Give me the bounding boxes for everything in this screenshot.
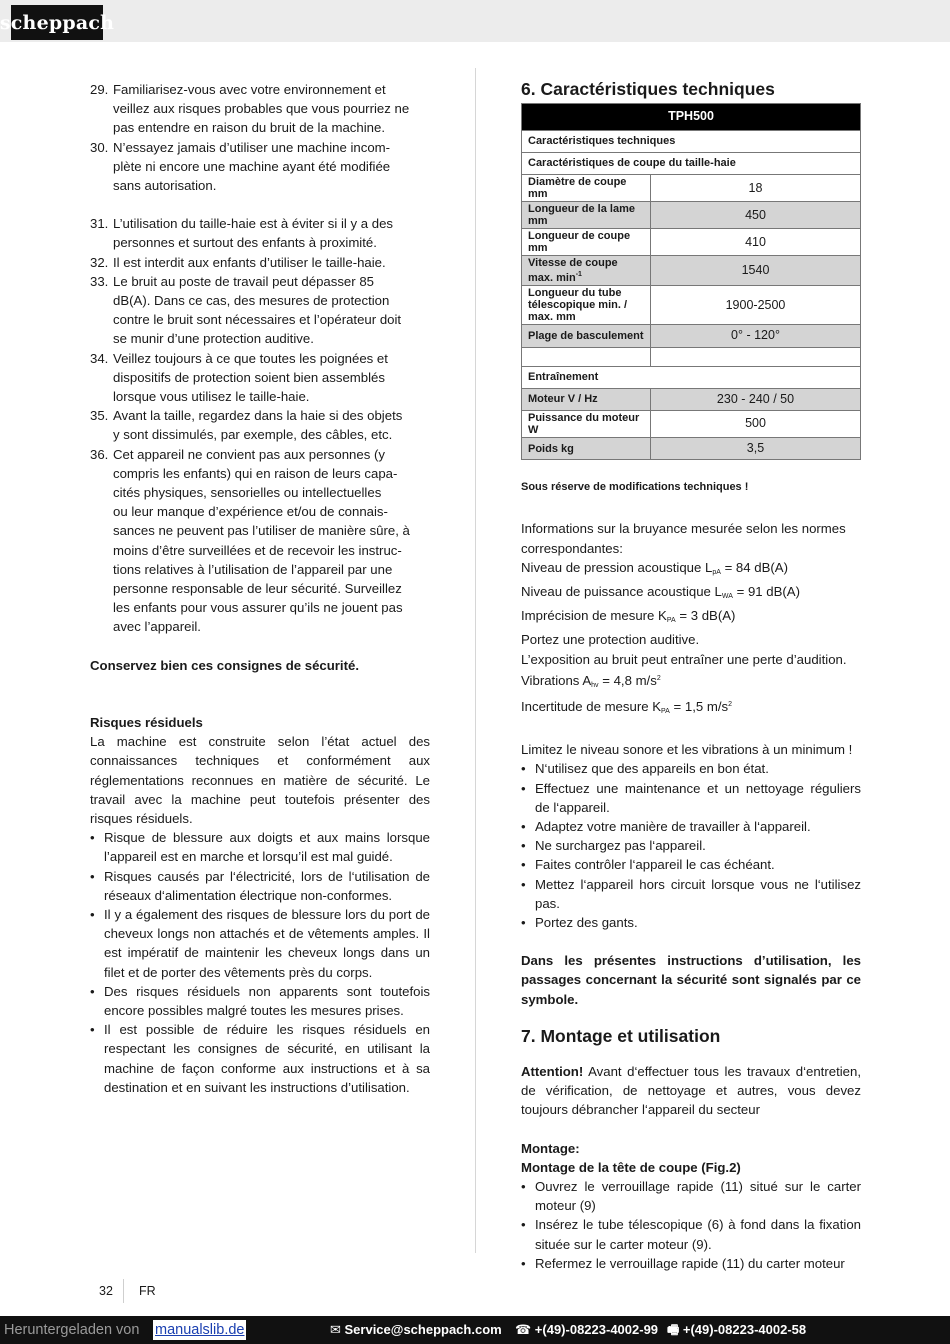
residual-risks-intro: La machine est construite selon l’état actuel des connaissances techniques et conformément aux réglementations reconnues en matière de sécurité. Le travail avec la machine peut toutefois présenter des risques résiduels. bbox=[90, 734, 430, 826]
language-code: FR bbox=[139, 1284, 156, 1298]
numbered-item bbox=[90, 214, 430, 252]
item-line: L’utilisation du taille-haie est à éviter si il y a des bbox=[113, 216, 394, 232]
numbered-item bbox=[90, 80, 430, 138]
item-line: cités physiques, sensorielles ou intellectuelles bbox=[113, 485, 382, 501]
limit-title: Limitez le niveau sonore et les vibrations à un minimum ! bbox=[521, 742, 853, 758]
table-row: Longueur de la lame mm 450 bbox=[522, 202, 861, 229]
item-line: moins d’être surveillées et de recevoir les instruc- bbox=[113, 542, 402, 558]
montage-subtitle: Montage de la tête de coupe (Fig.2) bbox=[521, 1159, 741, 1175]
item-number: 30. bbox=[90, 139, 109, 155]
table-row: Moteur V / Hz 230 - 240 / 50 bbox=[522, 388, 861, 410]
service-email[interactable]: ✉ Service@scheppach.com bbox=[330, 1322, 502, 1337]
limit-list bbox=[521, 759, 861, 932]
item-line: compris les enfants) qui en raison de leurs capa- bbox=[113, 465, 398, 481]
download-bar bbox=[0, 1316, 950, 1344]
item-line: se munir d’une protection auditive. bbox=[113, 331, 314, 347]
reserve-note: Sous réserve de modifications techniques ! bbox=[521, 481, 749, 494]
list-item: • Risques causés par l‘électricité, lors de l‘utilisation de réseaux d‘alimentation électrique non-conformes. bbox=[90, 867, 430, 905]
keep-instructions: Conservez bien ces consignes de sécurité. bbox=[90, 657, 359, 673]
list-item: • Effectuez une maintenance et un nettoyage réguliers de l‘appareil. bbox=[521, 779, 861, 817]
noise-intro: Informations sur la bruyance mesurée selon les normes correspondantes: bbox=[521, 521, 846, 556]
item-line: y sont dissimulés, par exemple, des câbles, etc. bbox=[113, 427, 393, 443]
table-section-label: Caractéristiques techniques bbox=[522, 131, 861, 153]
left-column bbox=[90, 80, 430, 1097]
item-line: Veillez toujours à ce que toutes les poignées et bbox=[113, 350, 388, 366]
table-row: Poids kg 3,5 bbox=[522, 438, 861, 460]
column-divider bbox=[475, 68, 476, 1253]
list-item: • Adaptez votre manière de travailler à l‘appareil. bbox=[521, 817, 861, 836]
download-prefix: Heruntergeladen von bbox=[4, 1322, 140, 1338]
numbered-item bbox=[90, 272, 430, 349]
noise-uncertainty: Imprécision de mesure $K_{PA} = 3$ dB(A) bbox=[521, 608, 736, 625]
item-line: N’essayez jamais d’utiliser une machine incom- bbox=[113, 139, 391, 155]
list-item: • Mettez l‘appareil hors circuit lorsque vous ne l‘utilisez pas. bbox=[521, 875, 861, 913]
item-number: 35. bbox=[90, 408, 109, 424]
numbered-item bbox=[90, 349, 430, 407]
list-item: • Faites contrôler l‘appareil le cas échéant. bbox=[521, 855, 861, 874]
vibration-uncertainty: Incertitude de mesure $K_{PA} = 1,5$ $m/s^2$ bbox=[521, 699, 733, 716]
page-number: 32 bbox=[99, 1284, 113, 1298]
item-line: dB(A). Dans ce cas, des mesures de protection bbox=[113, 293, 390, 309]
spec-table bbox=[521, 103, 861, 460]
residual-risks-title: Risques résiduels bbox=[90, 714, 203, 730]
item-line: sances ne peuvent pas l’utiliser de manière sûre, à bbox=[113, 523, 410, 539]
item-line: lorsque vous utilisez le taille-haie. bbox=[113, 389, 310, 405]
item-line: Avant la taille, regardez dans la haie si des objets bbox=[113, 408, 403, 424]
item-line: dispositifs de protection soient bien assemblés bbox=[113, 369, 385, 385]
section-6-title: 6. Caractéristiques techniques bbox=[521, 79, 775, 99]
item-line: personne responsable de leur sécurité. Surveillez bbox=[113, 581, 402, 597]
table-row-empty bbox=[522, 347, 861, 366]
noise-pressure: Niveau de pression acoustique $L_{pA} = 84$ dB(A) bbox=[521, 559, 788, 576]
item-line: plète ni encore une machine ayant été modifiée bbox=[113, 158, 391, 174]
service-fax: 🖷 +(49)-08223-4002-58 bbox=[667, 1322, 807, 1337]
header-bar bbox=[0, 0, 950, 42]
safety-marked-note: Dans les présentes instructions d’utilisation, les passages concernant la sécurité sont signalés par ce symbole. bbox=[521, 953, 861, 1007]
hearing-protection: Portez une protection auditive. bbox=[521, 632, 700, 648]
vibrations: Vibrations $A_{hv} = 4,8$ $m/s^2$ bbox=[521, 672, 661, 689]
table-row: Vitesse de coupe max. $\min^{-1}$ 1540 bbox=[522, 256, 861, 286]
noise-power: Niveau de puissance acoustique $L_{WA} = 91$ dB(A) bbox=[521, 584, 800, 601]
item-line: Familiarisez-vous avec votre environnement et bbox=[113, 82, 386, 97]
list-item: • Ne surchargez pas l‘appareil. bbox=[521, 836, 861, 855]
manualslib-link[interactable]: manualslib.de bbox=[155, 1322, 245, 1338]
table-row: Puissance du moteur W 500 bbox=[522, 411, 861, 438]
noise-exposure: L’exposition au bruit peut entraîner une perte d’audition. bbox=[521, 651, 847, 667]
right-column bbox=[521, 78, 861, 1273]
item-line: veillez aux risques probables que vous pourriez ne bbox=[113, 101, 410, 117]
list-item: • Il est possible de réduire les risques résiduels en respectant les consignes de sécurité, en utilisant la machine de façon conforme aux instructions et à sa destination et en suivant les instructions d’utilisation. bbox=[90, 1020, 430, 1097]
list-item: • Des risques résiduels non apparents sont toutefois encore possibles malgré toutes les mesures prises. bbox=[90, 982, 430, 1020]
item-line: Le bruit au poste de travail peut dépasser 85 bbox=[113, 273, 374, 289]
table-section-label: Entraînement bbox=[522, 366, 861, 388]
item-line: personnes et surtout des enfants à proximité. bbox=[113, 235, 377, 251]
item-line: sans autorisation. bbox=[113, 178, 217, 194]
safety-numbered-list bbox=[90, 80, 430, 637]
table-row: Plage de basculement 0° - 120° bbox=[522, 325, 861, 347]
table-row: Longueur de coupe mm 410 bbox=[522, 229, 861, 256]
attention-paragraph: Attention! Avant d‘effectuer tous les travaux d‘entretien, de vérification, de nettoyage et autres, vous devez toujours débrancher l‘appareil du secteur bbox=[521, 1063, 861, 1118]
item-number: 29. bbox=[90, 82, 109, 97]
scheppach-logo: scheppach bbox=[11, 5, 103, 40]
table-model-header: TPH500 bbox=[522, 104, 861, 131]
numbered-item bbox=[90, 406, 430, 444]
item-number: 34. bbox=[90, 350, 109, 366]
table-section-label: Caractéristiques de coupe du taille-haie bbox=[522, 153, 861, 175]
item-number: 36. bbox=[90, 446, 109, 462]
list-item: • N‘utilisez que des appareils en bon état. bbox=[521, 759, 861, 778]
item-line: tions relatives à l’utilisation de l’appareil par une bbox=[113, 561, 393, 577]
montage-list bbox=[521, 1177, 861, 1273]
item-line: Il est interdit aux enfants d’utiliser le taille-haie. bbox=[113, 254, 386, 270]
item-number: 31. bbox=[90, 216, 109, 232]
item-line: Cet appareil ne convient pas aux personnes (y bbox=[113, 446, 385, 462]
table-row: Diamètre de coupe mm 18 bbox=[522, 175, 861, 202]
item-line: les enfants pour vous assurer qu’ils ne jouent pas bbox=[113, 600, 403, 616]
list-item: • Insérez le tube télescopique (6) à fond dans la fixation située sur le carter moteur (9). bbox=[521, 1215, 861, 1253]
table-row: Longueur du tube télescopique min. / max. mm 1900-2500 bbox=[522, 286, 861, 325]
montage-title: Montage: bbox=[521, 1140, 580, 1156]
list-item: • Portez des gants. bbox=[521, 913, 861, 932]
residual-risks-list bbox=[90, 828, 430, 1097]
item-line: ou leur manque d’expérience et/ou de connais- bbox=[113, 504, 388, 520]
item-line: pas entendre en raison du bruit de la machine. bbox=[113, 120, 385, 136]
numbered-item bbox=[90, 253, 430, 272]
item-number: 33. bbox=[90, 273, 109, 289]
section-7-title: 7. Montage et utilisation bbox=[521, 1025, 721, 1046]
service-phone: ☎ +(49)-08223-4002-99 bbox=[515, 1322, 659, 1337]
list-item: • Ouvrez le verrouillage rapide (11) situé sur le carter moteur (9) bbox=[521, 1177, 861, 1215]
item-line: contre le bruit sont nécessaires et l’opérateur doit bbox=[113, 312, 402, 328]
numbered-item bbox=[90, 445, 430, 637]
list-item: • Risque de blessure aux doigts et aux mains lorsque l’appareil est en marche et lorsqu’il est mal guidé. bbox=[90, 828, 430, 866]
item-line: avec l’appareil. bbox=[113, 619, 201, 635]
list-item: • Il y a également des risques de blessure lors du port de cheveux longs non attachés et de vêtements amples. Il est impératif de maintenir les cheveux longs dans un filet et de porter des vêtements près du corps. bbox=[90, 905, 430, 982]
list-item: • Refermez le verrouillage rapide (11) du carter moteur bbox=[521, 1254, 861, 1273]
footer-divider bbox=[123, 1279, 124, 1303]
numbered-item bbox=[90, 138, 430, 196]
item-number: 32. bbox=[90, 254, 109, 270]
